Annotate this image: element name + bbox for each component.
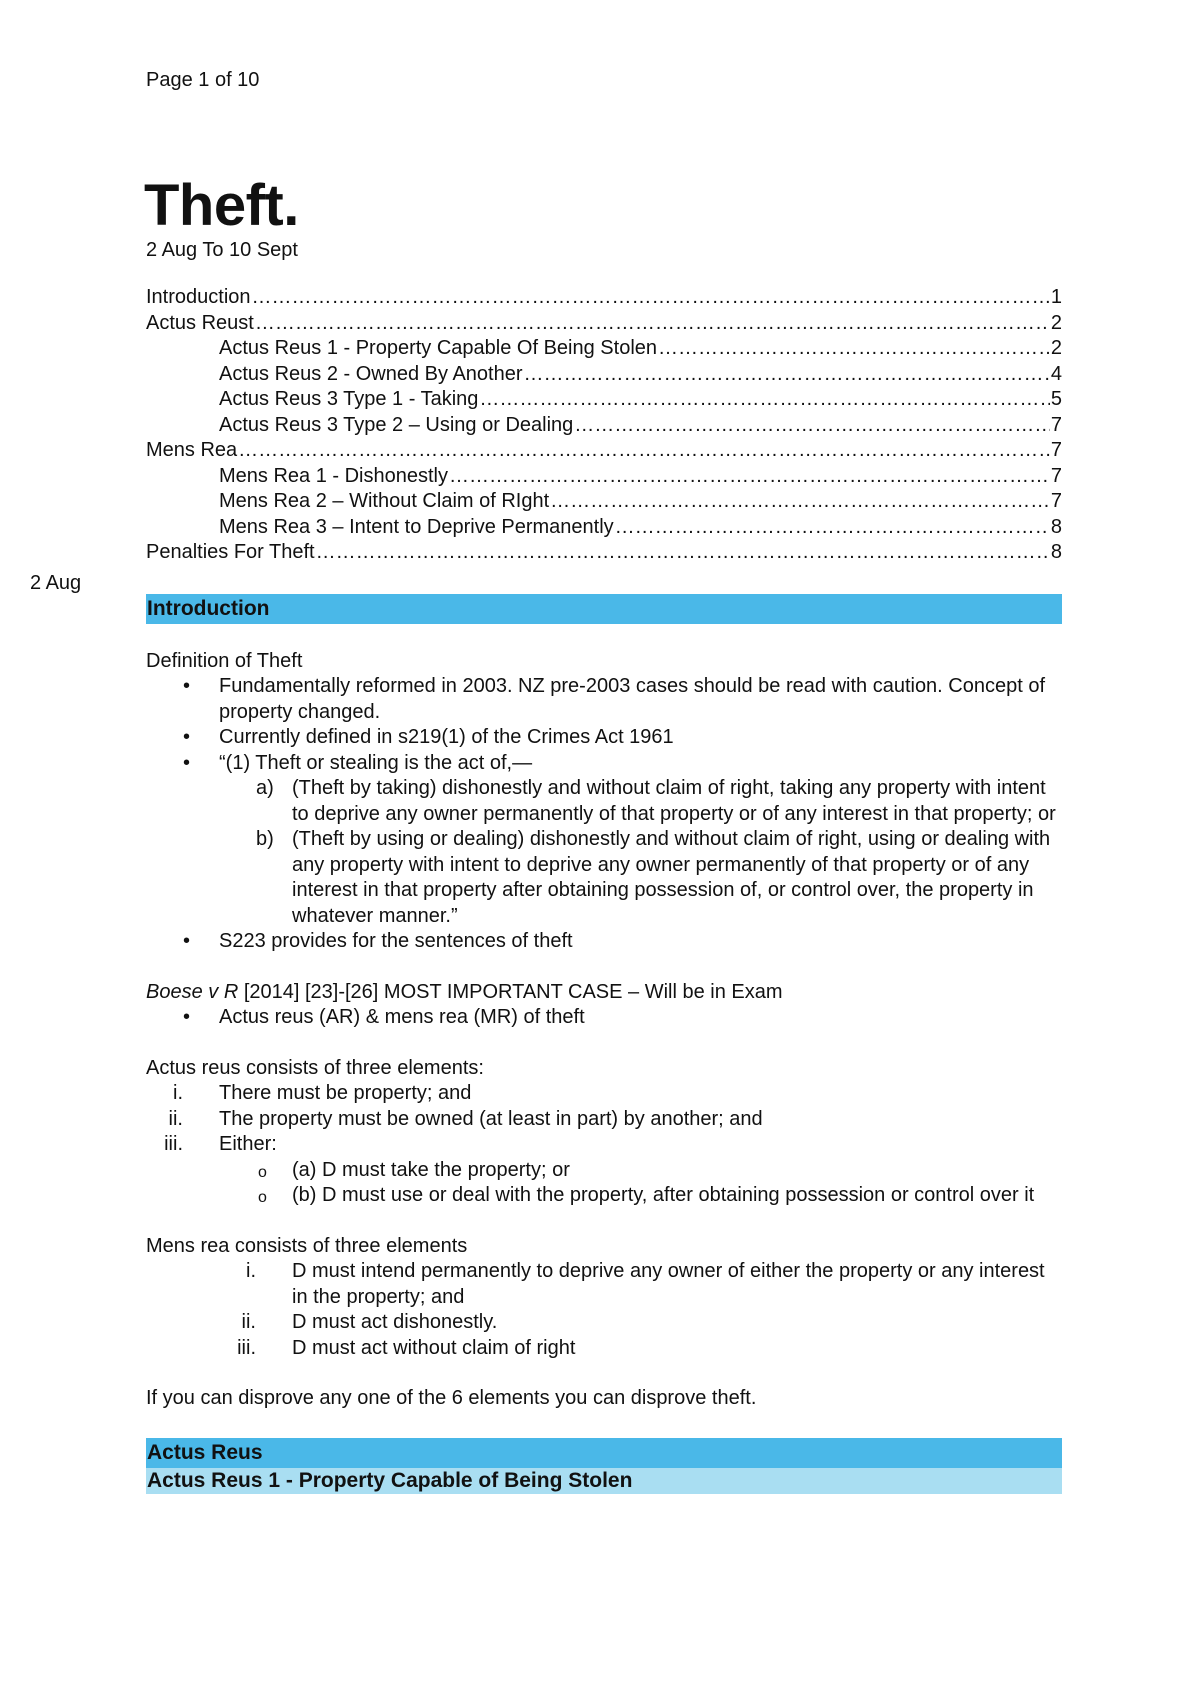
toc-entry[interactable]: Introduction ……………………………………………………………………………………………………………………………………………………………………………………… 1 — [146, 285, 1062, 311]
list-item: • Currently defined in s219(1) of the Crimes Act 1961 — [146, 725, 1062, 751]
toc-entry[interactable]: Actus Reus 2 - Owned By Another ……………………………………………………………………………………………………………………………………………………………………………………… 4 — [146, 362, 1062, 388]
toc-entry[interactable]: Actus Reus 3 Type 2 – Using or Dealing ……………………………………………………………………………………………………………………………………………………………………………………… 7 — [146, 413, 1062, 439]
actus-reus-elements — [146, 1081, 1062, 1158]
list-item: • “(1) Theft or stealing is the act of,— — [146, 751, 1062, 777]
actus-reus-either-options — [146, 1158, 1062, 1209]
definition-heading: Definition of Theft — [146, 649, 303, 672]
case-reference: Boese v R [2014] [23]-[26] MOST IMPORTANT CASE – Will be in Exam — [146, 980, 783, 1003]
toc-entry[interactable]: Mens Rea ……………………………………………………………………………………………………………………………………………………………………………………… 7 — [146, 438, 1062, 464]
list-item: b) (Theft by using or dealing) dishonestly and without claim of right, using or dealing with any property with intent to deprive any owner permanently of that property or of any interest in that property after obtaining possession of, or control over, the property in whatever manner.” — [256, 828, 1051, 927]
definition-bullets — [146, 674, 1062, 776]
page-number: Page 1 of 10 — [146, 69, 260, 91]
margin-date-note: 2 Aug — [30, 572, 82, 594]
mens-rea-elements — [146, 1259, 1062, 1361]
toc-entry[interactable]: Actus Reust ……………………………………………………………………………………………………………………………………………………………………………………… 2 — [146, 311, 1062, 337]
toc-entry[interactable]: Actus Reus 1 - Property Capable Of Being Stolen ……………………………………………………………………………………………………………………………………………………………………………………… 2 — [146, 336, 1062, 362]
toc-entry[interactable]: Actus Reus 3 Type 1 - Taking ……………………………………………………………………………………………………………………………………………………………………………………… 5 — [146, 387, 1062, 413]
toc-entry[interactable]: Mens Rea 2 – Without Claim of RIght ……………………………………………………………………………………………………………………………………………………………………………………… 7 — [146, 489, 1062, 515]
mens-rea-heading: Mens rea consists of three elements — [146, 1234, 468, 1257]
toc-entry[interactable]: Penalties For Theft ……………………………………………………………………………………………………………………………………………………………………………………… 8 — [146, 540, 1062, 566]
document-title: Theft. — [144, 172, 299, 238]
list-item: iii. Either: — [164, 1133, 277, 1155]
table-of-contents — [146, 285, 1062, 566]
list-item: o (a) D must take the property; or — [258, 1158, 570, 1181]
list-item: • Actus reus (AR) & mens rea (MR) of theft — [146, 1005, 1062, 1031]
list-item: a) (Theft by taking) dishonestly and without claim of right, taking any property with intent to deprive any owner permanently of that property or of any interest in that property; or — [256, 777, 1056, 825]
list-item: • S223 provides for the sentences of theft — [146, 929, 1062, 955]
conclusion-text: If you can disprove any one of the 6 elements you can disprove theft. — [146, 1387, 757, 1409]
list-item: iii. D must act without claim of right — [237, 1336, 576, 1359]
definition-subitems — [146, 776, 1062, 929]
subsection-heading-actus-reus-1: Actus Reus 1 - Property Capable of Being Stolen — [146, 1468, 1062, 1494]
list-item: o (b) D must use or deal with the property, after obtaining possession or control over it — [258, 1184, 1035, 1206]
list-item: • Fundamentally reformed in 2003. NZ pre-2003 cases should be read with caution. Concept of property changed. — [146, 674, 1062, 725]
document-page — [146, 68, 1062, 1494]
section-heading-introduction: Introduction — [146, 594, 1062, 624]
toc-entry[interactable]: Mens Rea 3 – Intent to Deprive Permanently ……………………………………………………………………………………………………………………………………………………………………………………… 8 — [146, 515, 1062, 541]
list-item: i. D must intend permanently to deprive any owner of either the property or any interest in the property; and — [246, 1260, 1045, 1308]
actus-reus-heading: Actus reus consists of three elements: — [146, 1056, 484, 1079]
document-subtitle: 2 Aug To 10 Sept — [146, 238, 298, 261]
list-item: ii. D must act dishonestly. — [241, 1311, 498, 1333]
list-item: i. There must be property; and — [173, 1082, 472, 1104]
section-heading-actus-reus: Actus Reus — [146, 1438, 1062, 1468]
list-item: ii. The property must be owned (at least in part) by another; and — [168, 1107, 763, 1130]
toc-entry[interactable]: Mens Rea 1 - Dishonestly ……………………………………………………………………………………………………………………………………………………………………………………… 7 — [146, 464, 1062, 490]
